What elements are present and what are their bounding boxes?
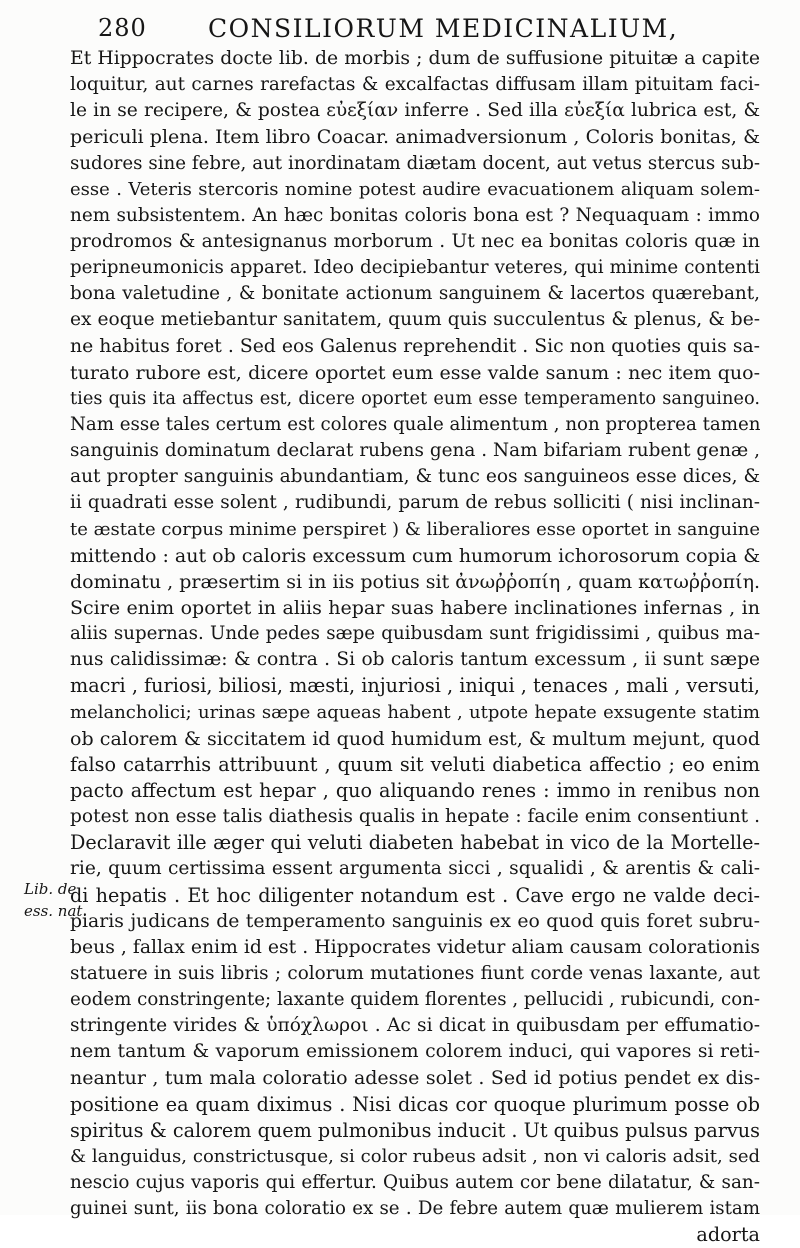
text-line: loquitur, aut carnes rarefactas & excalfactas diffusam illam pituitam faci- — [70, 74, 760, 96]
text-line: ne habitus foret . Sed eos Galenus reprehendit . Sic non quoties quis sa- — [70, 335, 760, 357]
margin-note-line: Lib. de — [24, 880, 77, 898]
text-line: statuere in suis libris ; colorum mutationes fiunt corde venas laxante, aut — [70, 962, 760, 984]
text-line: ob calorem & siccitatem id quod humidum est, & multum mejunt, quod — [70, 727, 760, 750]
text-line: mittendo : aut ob caloris excessum cum humorum ichorosorum copia & — [70, 544, 760, 567]
text-line: aut propter sanguinis abundantiam, & tunc eos sanguineos esse dices, & — [70, 466, 760, 488]
text-line: guinei sunt, iis bona coloratio ex se . De febre autem quæ mulierem istam — [70, 1198, 760, 1220]
margin-note-line: ess. nat. — [24, 902, 88, 920]
text-line: ties quis ita affectus est, dicere oportet eum esse temperamento sanguineo. — [70, 387, 760, 409]
text-line: positione ea quam diximus . Nisi dicas cor quoque plurimum posse ob — [70, 1092, 760, 1116]
text-line: & languidus, constrictusque, si color rubeus adsit , non vi caloris adsit, sed — [70, 1145, 760, 1167]
catchword: adorta — [696, 1223, 760, 1247]
text-line: esse . Veteris stercoris nomine potest audire evacuationem aliquam solem- — [70, 178, 760, 200]
text-line: peripneumonicis apparet. Ideo decipiebantur veteres, qui minime contenti — [70, 257, 760, 279]
page-header — [98, 10, 738, 46]
text-line: dominatu , præsertim si in iis potius sit ἀνωῤῥοπίη , quam κατωῤῥοπίη. — [70, 570, 760, 593]
text-line: rie, quum certissima essent argumenta sicci , squalidi , & arentis & cali- — [70, 858, 760, 880]
text-line: falso catarrhis attribuunt , quum sit veluti diabetica affectio ; eo enim — [70, 752, 760, 776]
text-line: turato rubore est, dicere oportet eum esse valde sanum : nec item quo- — [70, 361, 760, 384]
text-line: nus calidissimæ: & contra . Si ob caloris tantum excessum , ii sunt sæpe — [70, 649, 760, 671]
text-line: Nam esse tales certum est colores quale alimentum , non propterea tamen — [70, 413, 760, 435]
text-line: bona valetudine , & bonitate actionum sanguinem & lacertos quærebant, — [70, 283, 760, 305]
text-line: le in se recipere, & postea εὐεξίαν inferre . Sed illa εὐεξία lubrica est, & — [70, 100, 760, 122]
text-line: nem tantum & vaporum emissionem colorem induci, qui vapores si reti- — [70, 1041, 760, 1063]
text-line: sudores sine febre, aut inordinatam diætam docent, aut vetus stercus sub- — [70, 152, 760, 174]
text-line: di hepatis . Et hoc diligenter notandum est . Cave ergo ne valde deci- — [70, 883, 760, 907]
text-line: spiritus & calorem quem pulmonibus inducit . Ut quibus pulsus parvus — [70, 1118, 760, 1142]
text-line: stringente virides & ὑπόχλωροι . Ac si dicat in quibusdam per effumatio- — [70, 1015, 760, 1037]
text-line: Scire enim oportet in aliis hepar suas habere inclinationes infernas , in — [70, 596, 760, 619]
text-line: Et Hippocrates docte lib. de morbis ; dum de suffusione pituitæ a capite — [70, 48, 760, 69]
text-line: neantur , tum mala coloratio adesse solet . Sed id potius pendet ex dis- — [70, 1067, 760, 1090]
text-line: Declaravit ille æger qui veluti diabeten habebat in vico de la Mortelle- — [70, 831, 760, 855]
text-line: beus , fallax enim id est . Hippocrates videtur aliam causam colorationis — [70, 936, 760, 958]
text-line: melancholici; urinas sæpe aqueas habent , utpote hepate exsugente statim — [70, 701, 760, 723]
text-line: te æstate corpus minime perspiret ) & liberaliores esse oportet in sanguine — [70, 518, 760, 540]
text-line: potest non esse talis diathesis qualis in hepate : facile enim consentiunt . — [70, 806, 760, 828]
text-line: aliis supernas. Unde pedes sæpe quibusdam sunt frigidissimi , quibus ma- — [70, 623, 760, 645]
text-line: prodromos & antesignanus morborum . Ut nec ea bonitas coloris quæ in — [70, 230, 760, 252]
text-line: pacto affectum est hepar , quo aliquando renes : immo in renibus non — [70, 778, 760, 802]
text-line: nem subsistentem. An hæc bonitas coloris bona est ? Nequaquam : immo — [70, 204, 760, 226]
running-head: CONSILIORUM MEDICINALIUM, — [208, 14, 679, 43]
text-line: ii quadrati esse solent , rudibundi, parum de rebus solliciti ( nisi inclinan- — [70, 492, 760, 514]
body-text — [70, 46, 760, 1248]
text-line: eodem constringente; laxante quidem florentes , pellucidi , rubicundi, con- — [70, 989, 760, 1011]
text-line: ex eoque metiebantur sanitatem, quum quis succulentus & plenus, & be- — [70, 309, 760, 331]
page-number: 280 — [98, 14, 147, 42]
text-line: sanguinis dominatum declarat rubens gena . Nam bifariam rubent genæ , — [70, 440, 760, 462]
text-line: nescio cujus vaporis qui effertur. Quibus autem cor bene dilatatur, & san- — [70, 1172, 760, 1194]
text-line: piaris judicans de temperamento sanguinis ex eo quod quis foret subru- — [70, 910, 760, 932]
text-line: periculi plena. Item libro Coacar. animadversionum , Coloris bonitas, & — [70, 126, 760, 149]
text-line: macri , furiosi, biliosi, mæsti, injuriosi , iniqui , tenaces , mali , versuti, — [70, 674, 760, 698]
